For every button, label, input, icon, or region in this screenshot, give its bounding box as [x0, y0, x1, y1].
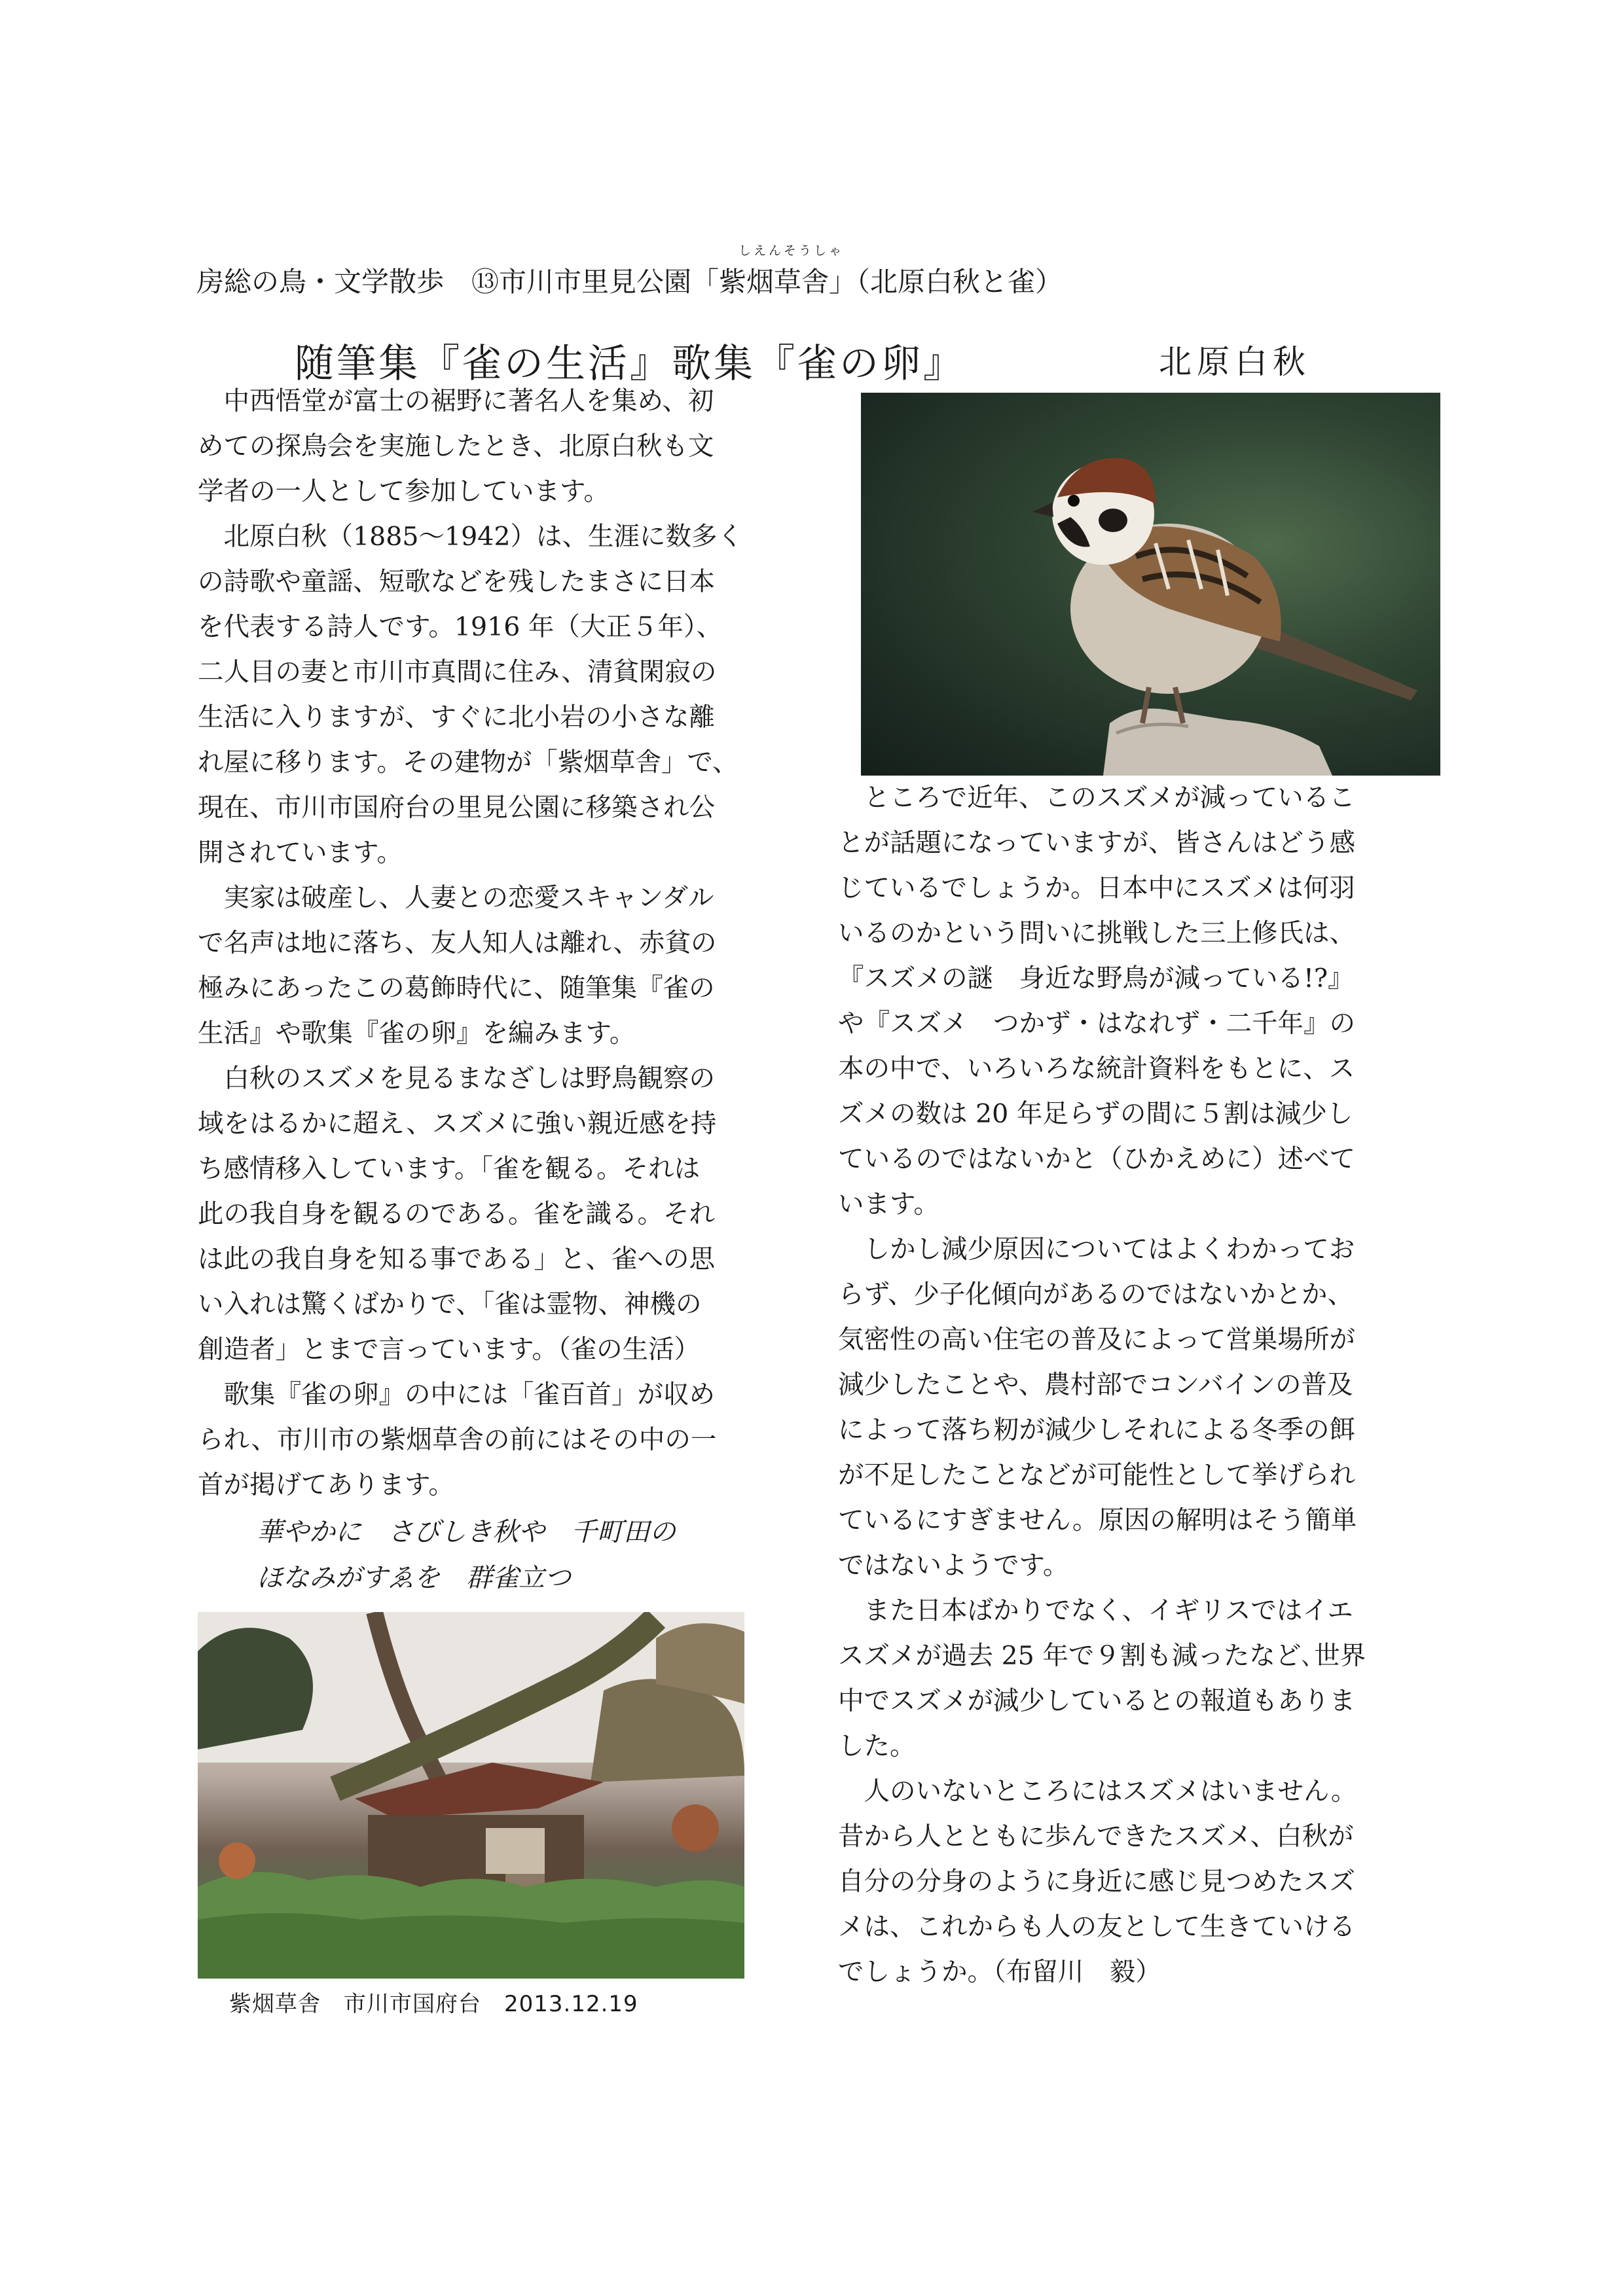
- header-prefix: 房総の鳥・文学散歩 ⑬市川市里見公園「: [196, 266, 720, 298]
- text-line: また日本ばかりでなく、イギリスではイエ: [838, 1596, 1353, 1626]
- poem-line: ほなみがすゑを 群雀立つ: [257, 1563, 571, 1593]
- text-line: 開されています。: [198, 838, 403, 868]
- text-line: は此の我自身を知る事である」と、雀への思: [198, 1244, 715, 1274]
- header-name: 紫烟草舎: [719, 266, 830, 298]
- photo-caption: 紫烟草舎 市川市国府台 2013.12.19: [229, 1991, 638, 2017]
- sparrow-photo: [861, 393, 1440, 776]
- text-line: でしょうか。（布留川 毅）: [838, 1957, 1161, 1987]
- text-line: られ、市川市の紫烟草舎の前にはその中の一: [198, 1425, 717, 1455]
- article-author: 北原白秋: [1159, 343, 1311, 381]
- text-line: めての探鳥会を実施したとき、北原白秋も文: [198, 431, 714, 461]
- text-line: 北原白秋（1885〜1942）は、生涯に数多く: [198, 522, 744, 552]
- header-ruby: しえんそうしゃ: [739, 243, 845, 258]
- text-line: 減少したことや、農村部でコンバインの普及: [838, 1370, 1353, 1400]
- text-line: 中でスズメが減少しているとの報道もありま: [838, 1686, 1355, 1716]
- shienso-house-photo: [198, 1612, 744, 1979]
- text-line: 人のいないところにはスズメはいません。: [838, 1776, 1357, 1806]
- text-line: 域をはるかに超え、スズメに強い親近感を持: [198, 1109, 717, 1139]
- house-illustration: [198, 1612, 744, 1979]
- article-title: 随筆集『雀の生活』歌集『雀の卵』: [295, 341, 965, 387]
- text-line: とが話題になっていますが、皆さんはどう感: [838, 828, 1355, 858]
- text-line: 二人目の妻と市川市真間に住み、清貧閑寂の: [198, 657, 717, 687]
- text-line: いるのかという問いに挑戦した三上修氏は、: [838, 918, 1355, 948]
- text-line: 歌集『雀の卵』の中には「雀百首」が収め: [198, 1380, 715, 1410]
- text-line: しかし減少原因についてはよくわかってお: [838, 1234, 1355, 1265]
- text-line: で名声は地に落ち、友人知人は離れ、赤貧の: [198, 928, 717, 958]
- header-suffix: 」（北原白秋と雀）: [829, 266, 1063, 298]
- sparrow-illustration: [861, 393, 1440, 776]
- text-line: います。: [838, 1189, 939, 1219]
- text-line: ち感情移入しています。「雀を観る。それは: [198, 1154, 701, 1184]
- text-line: を代表する詩人です。1916 年（大正５年）、: [198, 612, 723, 642]
- text-line: 現在、市川市国府台の里見公園に移築され公: [198, 793, 715, 823]
- text-line: 実家は破産し、人妻との恋愛スキャンダル: [198, 883, 714, 913]
- text-line: 昔から人とともに歩んできたスズメ、白秋が: [838, 1821, 1354, 1852]
- text-line: スズメが過去 25 年で９割も減ったなど､世界: [838, 1641, 1366, 1671]
- text-line: 生活に入りますが、すぐに北小岩の小さな離: [198, 702, 715, 732]
- text-line: じているでしょうか。日本中にスズメは何羽: [838, 873, 1355, 903]
- text-line: が不足したことなどが可能性として挙げられ: [838, 1460, 1355, 1490]
- text-line: 学者の一人として参加しています。: [198, 476, 610, 507]
- text-line: 創造者」とまで言っています。（雀の生活）: [198, 1335, 701, 1365]
- poem-line: 華やかに さびしき秋や 千町田の: [257, 1517, 676, 1547]
- text-line: ところで近年、このスズメが減っているこ: [838, 783, 1355, 813]
- text-line: 中西悟堂が富士の裾野に著名人を集め、初: [198, 386, 714, 416]
- text-line: ではないようです。: [838, 1551, 1069, 1581]
- text-line: い入れは驚くばかりで、「雀は霊物、神機の: [198, 1289, 702, 1319]
- poem: [257, 1509, 676, 1601]
- text-line: 首が掲げてあります。: [198, 1470, 454, 1500]
- text-line: 極みにあったこの葛飾時代に、随筆集『雀の: [198, 973, 715, 1003]
- text-line: ているにすぎません。原因の解明はそう簡単: [838, 1505, 1357, 1535]
- left-text-column: [198, 379, 743, 1508]
- text-line: らず、少子化傾向があるのではないかとか、: [838, 1280, 1353, 1310]
- text-line: 白秋のスズメを見るまなざしは野鳥観察の: [198, 1064, 715, 1094]
- text-line: した。: [838, 1731, 916, 1761]
- text-line: 生活』や歌集『雀の卵』を編みます。: [198, 1018, 636, 1049]
- header-building-name: [719, 243, 845, 300]
- text-line: の詩歌や童謡、短歌などを残したまさに日本: [198, 567, 715, 597]
- text-line: れ屋に移ります。その建物が「紫烟草舎」で、: [198, 747, 739, 778]
- text-line: や『スズメ つかず・はなれず・二千年』の: [838, 1009, 1355, 1039]
- text-line: 此の我自身を観るのである。雀を識る。それ: [198, 1199, 715, 1229]
- text-line: 『スズメの謎 身近な野鳥が減っている!?』: [838, 963, 1354, 994]
- text-line: 自分の分身のように身近に感じ見つめたスズ: [838, 1867, 1355, 1897]
- text-line: 本の中で、いろいろな統計資料をもとに、ス: [838, 1054, 1355, 1084]
- article-series-header: [196, 243, 1063, 300]
- text-line: ズメの数は 20 年足らずの間に５割は減少し: [838, 1099, 1353, 1129]
- text-line: によって落ち籾が減少しそれによる冬季の餌: [838, 1415, 1355, 1445]
- text-line: ているのではないかと（ひかえめに）述べて: [838, 1144, 1355, 1174]
- text-line: メは、これからも人の友として生きていける: [838, 1912, 1355, 1942]
- right-text-column: [838, 776, 1366, 1995]
- text-line: 気密性の高い住宅の普及によって営巣場所が: [838, 1325, 1355, 1355]
